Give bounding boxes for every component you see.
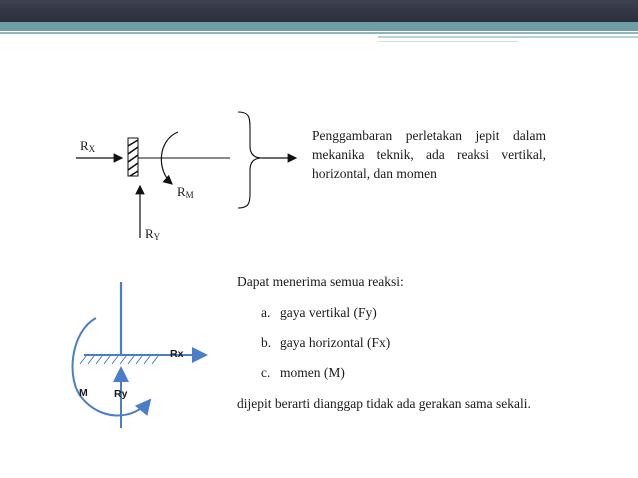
- support-hatch: [128, 138, 138, 176]
- list-marker-c: c.: [261, 365, 271, 380]
- reactions-note: dijepit berarti dianggap tidak ada gerakan sama sekali.: [237, 396, 531, 411]
- fixed-support-diagram-2: [73, 282, 206, 428]
- ground-hatch: [80, 356, 158, 364]
- m-label-2: M: [79, 387, 88, 399]
- ry-label-2: Ry: [114, 388, 128, 400]
- rm-label: $R_M$: [177, 184, 194, 200]
- reactions-heading: Dapat menerima semua reaksi:: [237, 274, 404, 289]
- list-marker-a: a.: [261, 305, 271, 320]
- list-item-c: momen (M): [280, 365, 345, 380]
- list-item-b: gaya horizontal (Fx): [280, 335, 391, 350]
- rx-label: $R_X$: [80, 138, 96, 154]
- list-item-a: gaya vertikal (Fy): [280, 305, 377, 320]
- description-line-1: Penggambaran perletakan jepit dalam: [312, 128, 546, 143]
- description-line-3: horizontal, dan momen: [312, 166, 437, 181]
- list-marker-b: b.: [261, 335, 272, 350]
- moment-arc-blue: [73, 318, 150, 416]
- curly-brace: [238, 112, 262, 208]
- rx-label-2: Rx: [170, 348, 184, 360]
- support-description: [312, 126, 546, 183]
- description-line-2: mekanika teknik, ada reaksi vertikal,: [312, 147, 546, 162]
- ry-label: $R_Y$: [145, 226, 161, 242]
